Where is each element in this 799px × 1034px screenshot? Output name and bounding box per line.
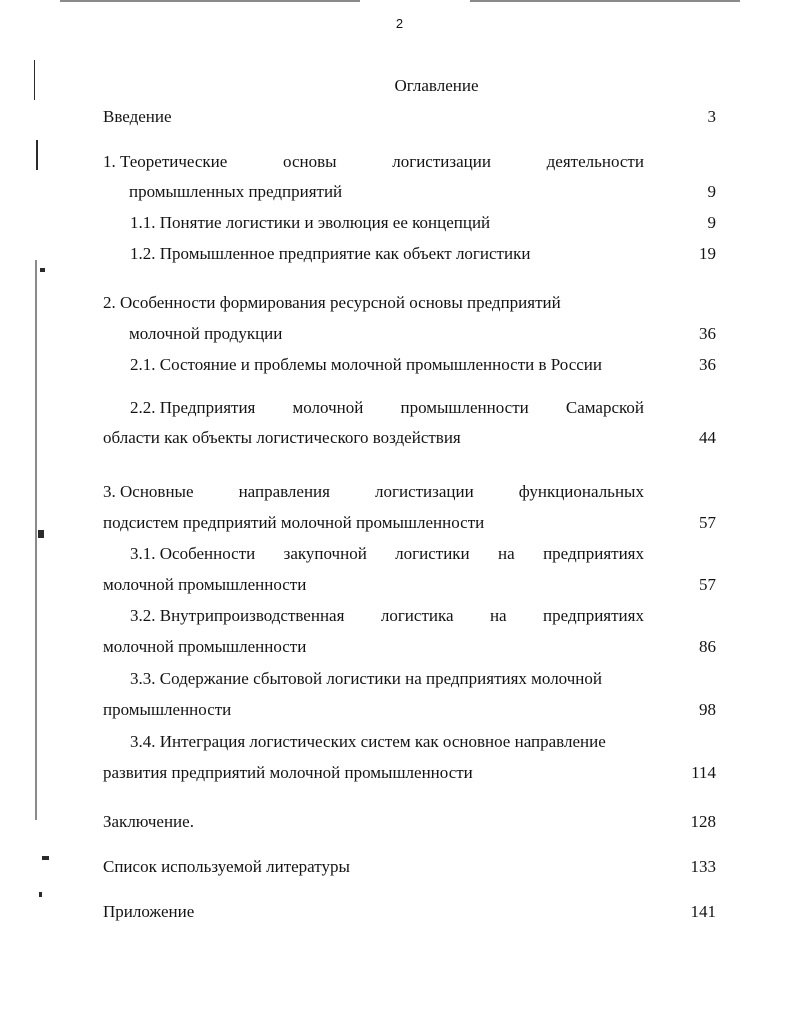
toc-entry-references: Список используемой литературы [103,857,350,876]
toc-entry-section-2-1: 2.1. Состояние и проблемы молочной промышленности в России [130,355,602,374]
toc-word: закупочной [283,544,367,563]
toc-entry-section-1-1: 1.1. Понятие логистики и эволюция ее концепций [130,213,491,232]
toc-entry-chapter-1 [103,152,644,172]
toc-word: основы [283,152,337,171]
toc-page-references: 133 [690,857,716,876]
toc-page-chapter-3: 57 [699,513,716,532]
toc-entry-appendix: Приложение [103,902,195,921]
toc-entry-section-3-1 [130,544,644,564]
toc-entry-section-3-4: 3.4. Интеграция логистических систем как основное направление [130,732,606,751]
toc-entry-section-3-1-cont: молочной промышленности [103,575,307,594]
toc-entry-chapter-1-cont: промышленных предприятий [129,182,343,201]
toc-page-chapter-1: 9 [707,182,716,201]
toc-word: молочной [292,398,364,417]
toc-word: предприятиях [543,544,644,563]
toc-entry-section-3-4-cont: развития предприятий молочной промышленности [103,763,473,782]
toc-entry-chapter-3 [103,482,644,502]
toc-word: деятельности [546,152,644,171]
scan-speck [40,268,45,272]
toc-word: предприятиях [543,606,644,625]
toc-page-conclusion: 128 [690,812,716,831]
toc-word: промышленности [400,398,529,417]
toc-entry-section-1-2: 1.2. Промышленное предприятие как объект логистики [130,244,531,263]
toc-title: Оглавление [394,76,479,95]
toc-entry-section-2-2-cont: области как объекты логистического воздействия [103,428,461,447]
toc-word: 3.1. Особенности [130,544,256,563]
scan-speck [38,530,44,538]
toc-word: функциональных [518,482,644,501]
scan-top-rule [470,0,740,2]
toc-page-section-3-2: 86 [699,637,716,656]
toc-page-appendix: 141 [690,902,716,921]
toc-page-section-3-4: 114 [691,763,716,782]
toc-word: 2.2. Предприятия [130,398,256,417]
scan-top-rule [60,0,360,2]
toc-entry-section-3-3-cont: промышленности [103,700,232,719]
toc-page-section-3-1: 57 [699,575,716,594]
scan-margin-line [35,260,37,820]
toc-entry-section-3-2-cont: молочной промышленности [103,637,307,656]
toc-word: логистики [395,544,470,563]
toc-entry-conclusion: Заключение. [103,812,194,831]
toc-word: направления [238,482,330,501]
toc-word: логистизации [375,482,474,501]
toc-word: 3. Основные [103,482,194,501]
scan-speck [42,856,49,860]
toc-entry-chapter-2-cont: молочной продукции [129,324,283,343]
toc-word: 1. Теоретические [103,152,228,171]
toc-page-chapter-2: 36 [699,324,716,343]
toc-word: 3.2. Внутрипроизводственная [130,606,345,625]
toc-page-section-3-3: 98 [699,700,716,719]
toc-entry-chapter-3-cont: подсистем предприятий молочной промышленности [103,513,485,532]
toc-word: логистизации [392,152,491,171]
toc-page-section-2-2: 44 [699,428,716,447]
toc-entry-section-3-2 [130,606,644,626]
page-number: 2 [395,16,404,31]
toc-entry-section-3-3: 3.3. Содержание сбытовой логистики на предприятиях молочной [130,669,602,688]
toc-page-intro: 3 [707,107,716,126]
toc-word: Самарской [565,398,644,417]
scan-speck [39,892,42,897]
toc-word: на [489,606,507,625]
toc-page-section-1-1: 9 [707,213,716,232]
toc-word: логистика [380,606,454,625]
toc-word: на [498,544,515,563]
toc-entry-section-2-2 [130,398,644,418]
scan-margin-line [36,140,38,170]
toc-page-section-2-1: 36 [699,355,716,374]
toc-entry-chapter-2: 2. Особенности формирования ресурсной основы предприятий [103,293,561,312]
toc-page-section-1-2: 19 [699,244,716,263]
toc-entry-intro: Введение [103,107,172,126]
